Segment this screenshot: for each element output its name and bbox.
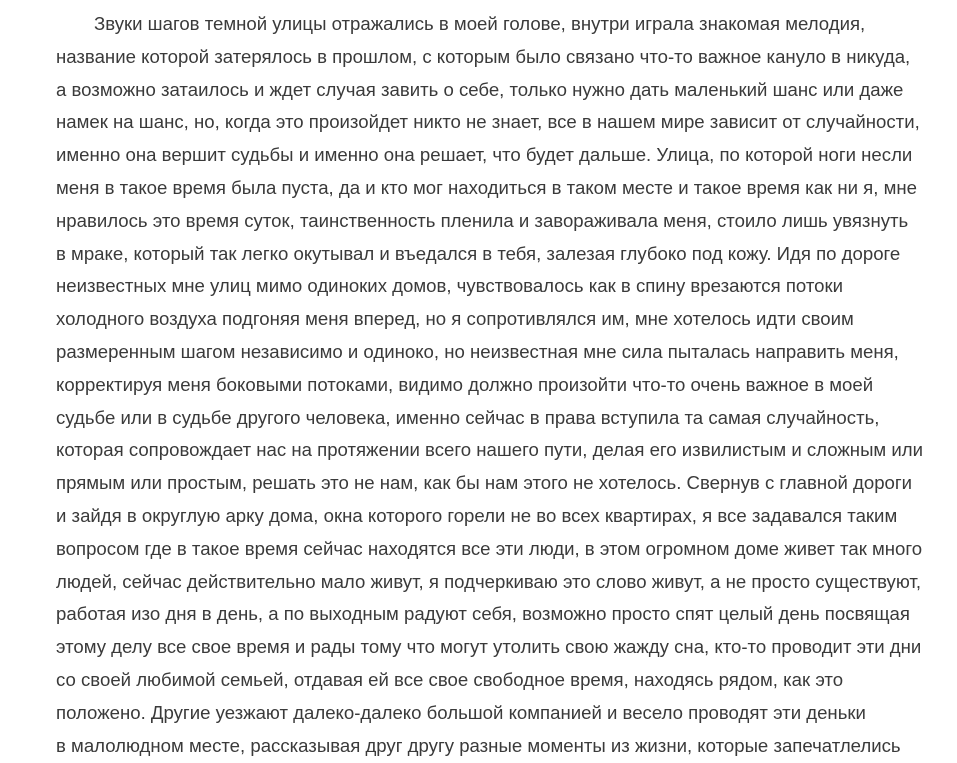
paragraph-line: в малолюдном месте, рассказывая друг другу разные моменты из жизни, которые запечатлелись xyxy=(56,734,901,756)
paragraph-line: людей, сейчас действительно мало живут, я подчеркиваю это слово живут, а не просто существуют, xyxy=(56,570,922,592)
paragraph-line: вопросом где в такое время сейчас находятся все эти люди, в этом огромном доме живет так много xyxy=(56,537,923,559)
paragraph-line: которая сопровождает нас на протяжении всего нашего пути, делая его извилистым и сложным или xyxy=(56,439,924,461)
paragraph-line: со своей любимой семьей, отдавая ей все свое свободное время, находясь рядом, как это xyxy=(56,668,844,690)
paragraph xyxy=(56,8,951,762)
paragraph-line: холодного воздуха подгоняя меня вперед, но я сопротивлялся им, мне хотелось идти своим xyxy=(56,308,854,330)
paragraph-line: а возможно затаилось и ждет случая завить о себе, только нужно дать маленький шанс или даже xyxy=(56,78,904,100)
paragraph-line: и зайдя в округлую арку дома, окна которого горели не во всех квартирах, я все задавался таким xyxy=(56,504,898,526)
paragraph-line: именно она вершит судьбы и именно она решает, что будет дальше. Улица, по которой ноги несли xyxy=(56,144,913,166)
paragraph-line: работая изо дня в день, а по выходным радуют себя, возможно просто спят целый день посвящая xyxy=(56,603,910,625)
paragraph-line: намек на шанс, но, когда это произойдет никто не знает, все в нашем мире зависит от случайности, xyxy=(56,111,920,133)
paragraph-line: нравилось это время суток, таинственность пленила и завораживала меня, стоило лишь увязнуть xyxy=(56,209,909,231)
paragraph-line: этому делу все свое время и рады тому что могут утолить свою жажду сна, кто-то проводит эти дни xyxy=(56,636,922,658)
paragraph-line: меня в такое время была пуста, да и кто мог находиться в таком месте и такое время как ни я, мне xyxy=(56,176,917,198)
paragraph-line: размеренным шагом независимо и одиноко, но неизвестная мне сила пыталась направить меня, xyxy=(56,340,899,362)
paragraph-line: в мраке, который так легко окутывал и въедался в тебя, залезая глубоко под кожу. Идя по дороге xyxy=(56,242,901,264)
paragraph-line: Звуки шагов темной улицы отражались в моей голове, внутри играла знакомая мелодия, xyxy=(94,13,866,34)
paragraph-line: неизвестных мне улиц мимо одиноких домов, чувствовалось как в спину врезаются потоки xyxy=(56,275,843,297)
paragraph-line: название которой затерялось в прошлом, с которым было связано что-то важное кануло в никуда, xyxy=(56,45,911,67)
paragraph-line: положено. Другие уезжают далеко-далеко большой компанией и весело проводят эти деньки xyxy=(56,701,866,723)
paragraph-line: корректируя меня боковыми потоками, видимо должно произойти что-то очень важное в моей xyxy=(56,373,874,395)
paragraph-line: прямым или простым, решать это не нам, как бы нам этого не хотелось. Свернув с главной дороги xyxy=(56,472,913,494)
paragraph-line: судьбе или в судьбе другого человека, именно сейчас в права вступила та самая случайность, xyxy=(56,406,880,428)
